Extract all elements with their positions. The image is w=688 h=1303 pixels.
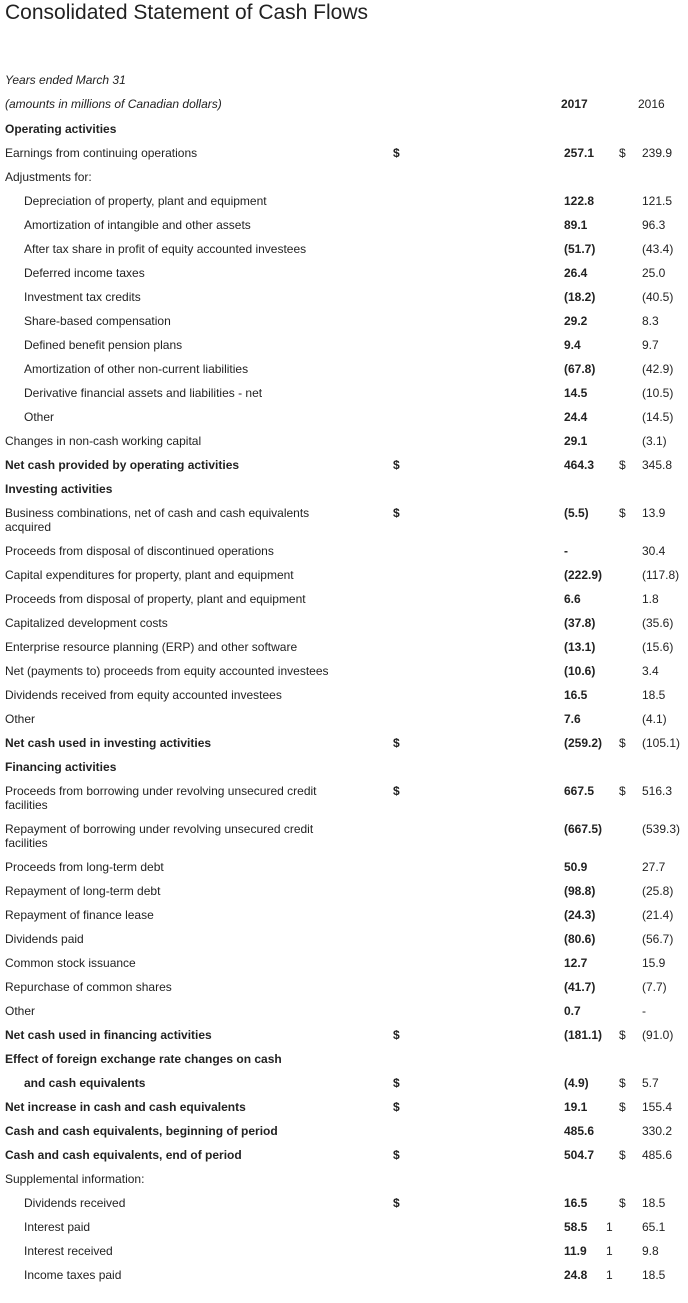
row-label: Proceeds from disposal of discontinued operations [5, 544, 274, 558]
value-2016: 1.8 [642, 592, 659, 606]
value-2016: 155.4 [642, 1100, 673, 1114]
value-2017: 29.2 [564, 314, 588, 328]
value-2017: 16.5 [564, 1196, 588, 1210]
units-caption: (amounts in millions of Canadian dollars) [5, 97, 222, 111]
value-2016: 516.3 [642, 784, 673, 798]
value-2017: 29.1 [564, 434, 588, 448]
row-label: Deferred income taxes [24, 266, 145, 280]
currency-symbol-2016: $ [619, 1076, 626, 1090]
row-label: Defined benefit pension plans [24, 338, 183, 352]
row-label: Other [5, 712, 36, 726]
value-2016: 65.1 [642, 1220, 666, 1234]
value-2017: (5.5) [564, 506, 589, 520]
row-label: Other [5, 1004, 36, 1018]
value-2016: (14.5) [642, 410, 674, 424]
value-2016: 8.3 [642, 314, 659, 328]
value-2017: 89.1 [564, 218, 588, 232]
row-label: Capital expenditures for property, plant and equipment [5, 568, 294, 582]
row-label: Operating activities [5, 122, 117, 136]
value-2016: (15.6) [642, 640, 674, 654]
row-label: Adjustments for: [5, 170, 92, 184]
value-2017: (13.1) [564, 640, 596, 654]
row-label: Net (payments to) proceeds from equity accounted investees [5, 664, 329, 678]
value-2017: (222.9) [564, 568, 603, 582]
footnote-marker: 1 [606, 1268, 613, 1282]
row-label: Amortization of other non-current liabilities [24, 362, 249, 376]
value-2017: 504.7 [564, 1148, 595, 1162]
currency-symbol-2016: $ [619, 1100, 626, 1114]
value-2016: 345.8 [642, 458, 673, 472]
row-label: Common stock issuance [5, 956, 136, 970]
row-label: Net increase in cash and cash equivalents [5, 1100, 246, 1114]
value-2017: 26.4 [564, 266, 588, 280]
currency-symbol-2016: $ [619, 1028, 626, 1042]
value-2017: (80.6) [564, 932, 596, 946]
currency-symbol-2016: $ [619, 784, 626, 798]
currency-symbol-2017: $ [393, 1028, 400, 1042]
currency-symbol-2017: $ [393, 146, 400, 160]
row-label: Dividends paid [5, 932, 84, 946]
currency-symbol-2016: $ [619, 146, 626, 160]
value-2017: (181.1) [564, 1028, 603, 1042]
value-2017: 257.1 [564, 146, 595, 160]
value-2017: (41.7) [564, 980, 596, 994]
row-label: Repayment of borrowing under revolving unsecured credit facilities [5, 822, 314, 850]
value-2016: 18.5 [642, 1268, 666, 1282]
row-label: Business combinations, net of cash and cash equivalents acquired [5, 506, 310, 534]
value-2016: (117.8) [642, 568, 680, 582]
currency-symbol-2017: $ [393, 784, 400, 798]
currency-symbol-2017: $ [393, 506, 400, 520]
value-2016: 239.9 [642, 146, 673, 160]
value-2016: 121.5 [642, 194, 673, 208]
row-label: Net cash provided by operating activities [5, 458, 240, 472]
value-2016: 15.9 [642, 956, 666, 970]
value-2016: (25.8) [642, 884, 674, 898]
currency-symbol-2016: $ [619, 736, 626, 750]
value-2017: (10.6) [564, 664, 596, 678]
year-2017-header: 2017 [561, 97, 588, 111]
value-2016: (4.1) [642, 712, 667, 726]
row-label: Financing activities [5, 760, 117, 774]
value-2017: (18.2) [564, 290, 596, 304]
row-label: After tax share in profit of equity accounted investees [24, 242, 307, 256]
value-2016: 25.0 [642, 266, 666, 280]
value-2016: (43.4) [642, 242, 674, 256]
value-2016: (40.5) [642, 290, 674, 304]
value-2016: 96.3 [642, 218, 666, 232]
row-label: Proceeds from disposal of property, plant and equipment [5, 592, 306, 606]
value-2017: 50.9 [564, 860, 588, 874]
value-2017: 19.1 [564, 1100, 588, 1114]
value-2016: 13.9 [642, 506, 666, 520]
year-2016-header: 2016 [638, 97, 665, 111]
value-2016: (56.7) [642, 932, 674, 946]
value-2016: 18.5 [642, 688, 666, 702]
row-label: Share-based compensation [24, 314, 171, 328]
currency-symbol-2016: $ [619, 506, 626, 520]
row-label: Supplemental information: [5, 1172, 145, 1186]
currency-symbol-2017: $ [393, 1148, 400, 1162]
value-2017: (4.9) [564, 1076, 589, 1090]
row-label: Investing activities [5, 482, 113, 496]
value-2017: 7.6 [564, 712, 581, 726]
value-2016: 27.7 [642, 860, 666, 874]
currency-symbol-2017: $ [393, 1076, 400, 1090]
value-2017: (37.8) [564, 616, 596, 630]
footnote-marker: 1 [606, 1220, 613, 1234]
value-2016: 485.6 [642, 1148, 673, 1162]
currency-symbol-2017: $ [393, 458, 400, 472]
value-2016: (7.7) [642, 980, 667, 994]
value-2017: (98.8) [564, 884, 596, 898]
value-2017: (259.2) [564, 736, 603, 750]
value-2016: (91.0) [642, 1028, 674, 1042]
value-2016: 330.2 [642, 1124, 673, 1138]
currency-symbol-2017: $ [393, 736, 400, 750]
value-2016: - [642, 1004, 646, 1018]
row-label: Amortization of intangible and other assets [24, 218, 251, 232]
value-2017: 0.7 [564, 1004, 581, 1018]
value-2017: 24.8 [564, 1268, 588, 1282]
value-2016: (42.9) [642, 362, 674, 376]
row-label: Dividends received [24, 1196, 126, 1210]
value-2017: 464.3 [564, 458, 595, 472]
value-2017: 122.8 [564, 194, 595, 208]
row-label: Interest received [24, 1244, 113, 1258]
row-label: Investment tax credits [24, 290, 141, 304]
row-label: Derivative financial assets and liabilities - net [24, 386, 263, 400]
value-2017: 11.9 [564, 1244, 587, 1258]
row-label: Depreciation of property, plant and equipment [24, 194, 267, 208]
page-title: Consolidated Statement of Cash Flows [5, 1, 369, 24]
row-label: Cash and cash equivalents, beginning of period [5, 1124, 278, 1138]
value-2016: 5.7 [642, 1076, 659, 1090]
value-2016: 9.8 [642, 1244, 659, 1258]
value-2017: 24.4 [564, 410, 588, 424]
value-2016: (105.1) [642, 736, 681, 750]
currency-symbol-2016: $ [619, 1148, 626, 1162]
value-2016: (10.5) [642, 386, 674, 400]
row-label: Repayment of finance lease [5, 908, 154, 922]
row-label: Other [24, 410, 55, 424]
row-label: Repurchase of common shares [5, 980, 172, 994]
value-2017: 9.4 [564, 338, 581, 352]
row-label: Enterprise resource planning (ERP) and other software [5, 640, 298, 654]
row-label: Capitalized development costs [5, 616, 168, 630]
value-2017: (24.3) [564, 908, 596, 922]
value-2016: (21.4) [642, 908, 674, 922]
value-2017: 58.5 [564, 1220, 588, 1234]
value-2016: 9.7 [642, 338, 659, 352]
value-2017: - [564, 544, 568, 558]
row-label: Cash and cash equivalents, end of period [5, 1148, 242, 1162]
value-2017: (67.8) [564, 362, 596, 376]
row-label: Effect of foreign exchange rate changes on cash [5, 1052, 282, 1066]
value-2017: 12.7 [564, 956, 588, 970]
value-2016: (35.6) [642, 616, 674, 630]
period-caption: Years ended March 31 [5, 73, 126, 87]
value-2016: 3.4 [642, 664, 659, 678]
row-label: Earnings from continuing operations [5, 146, 198, 160]
currency-symbol-2016: $ [619, 458, 626, 472]
currency-symbol-2016: $ [619, 1196, 626, 1210]
currency-symbol-2017: $ [393, 1196, 400, 1210]
row-label: Net cash used in investing activities [5, 736, 212, 750]
value-2017: 6.6 [564, 592, 581, 606]
currency-symbol-2017: $ [393, 1100, 400, 1114]
value-2017: (51.7) [564, 242, 596, 256]
row-label: Proceeds from borrowing under revolving unsecured credit facilities [5, 784, 317, 812]
row-label: Interest paid [24, 1220, 91, 1234]
value-2016: 30.4 [642, 544, 666, 558]
value-2016: 18.5 [642, 1196, 666, 1210]
footnote-marker: 1 [606, 1244, 613, 1258]
row-label: Net cash used in financing activities [5, 1028, 212, 1042]
value-2016: (3.1) [642, 434, 667, 448]
value-2016: (539.3) [642, 822, 681, 836]
value-2017: 16.5 [564, 688, 588, 702]
row-label: and cash equivalents [24, 1076, 146, 1090]
row-label: Repayment of long-term debt [5, 884, 161, 898]
value-2017: (667.5) [564, 822, 603, 836]
value-2017: 14.5 [564, 386, 588, 400]
row-label: Dividends received from equity accounted investees [5, 688, 282, 702]
row-label: Changes in non-cash working capital [5, 434, 202, 448]
row-label: Proceeds from long-term debt [5, 860, 164, 874]
value-2017: 485.6 [564, 1124, 595, 1138]
row-label: Income taxes paid [24, 1268, 122, 1282]
value-2017: 667.5 [564, 784, 595, 798]
